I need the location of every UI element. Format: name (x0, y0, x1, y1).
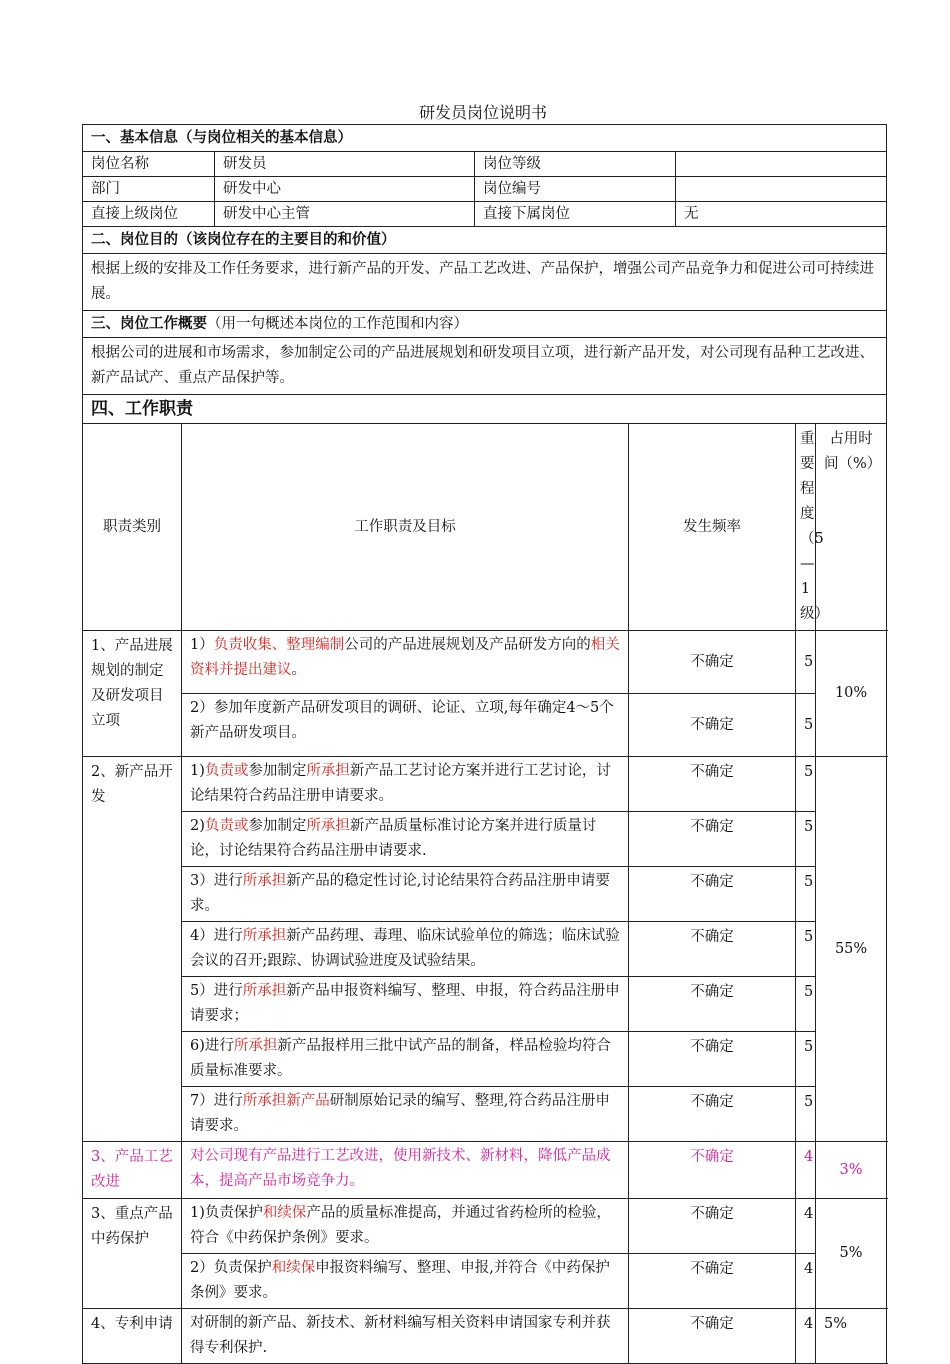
duty-text: 新产品报样用三批中试产品的制备，样品检验均符合质量标准要求。 (190, 1038, 611, 1079)
duty-text: 负责或 (204, 818, 249, 834)
duty-importance: 4 (796, 1142, 816, 1199)
duty-time-share: 5% (816, 1309, 887, 1364)
duty-text: 2）参加年度新产品研发项目的调研、论证、立项,每年确定4～5个新产品研发项目。 (190, 700, 614, 741)
duty-description (182, 1142, 629, 1199)
duty-time-share: 10% (816, 631, 887, 757)
duty-text: 7）进行 (190, 1093, 243, 1109)
duty-row (83, 757, 887, 812)
duty-category: 4、专利申请 (83, 1309, 182, 1364)
info-value: 无 (676, 202, 887, 227)
duty-row (83, 977, 887, 1032)
info-label: 直接下属岗位 (475, 202, 676, 227)
duty-text: 新产品申报资料编写、整理、申报，符合药品注册申请要求； (190, 983, 620, 1024)
duty-text: 所承担 (242, 983, 287, 999)
duty-row (83, 1142, 887, 1199)
duty-frequency: 不确定 (629, 757, 796, 812)
duty-importance: 5 (796, 757, 816, 812)
duty-text: 所承担 (233, 1038, 278, 1054)
duty-frequency: 不确定 (629, 867, 796, 922)
duty-row (83, 631, 887, 694)
duty-row (83, 812, 887, 867)
section3-heading (83, 311, 887, 338)
duty-text: 相关资料并提出建议 (190, 637, 620, 678)
info-label: 岗位等级 (475, 152, 676, 177)
duty-text: 和续保 (262, 1205, 307, 1221)
duty-text: 所承担 (306, 818, 350, 834)
duty-importance: 5 (796, 631, 816, 694)
info-label: 岗位编号 (475, 177, 676, 202)
col-header-duty: 工作职责及目标 (182, 424, 629, 631)
section2-heading: 二、岗位目的（该岗位存在的主要目的和价值） (83, 227, 887, 254)
duty-category: 3、产品工艺改进 (83, 1142, 182, 1199)
duty-header-row (83, 424, 887, 631)
section3-heading-row (83, 311, 887, 338)
info-label: 直接上级岗位 (83, 202, 215, 227)
section2-heading-row (83, 227, 887, 254)
duty-row (83, 1309, 887, 1364)
duty-importance: 5 (796, 977, 816, 1032)
section4-heading: 四、工作职责 (83, 395, 887, 424)
duty-frequency: 不确定 (629, 922, 796, 977)
duty-frequency: 不确定 (629, 1032, 796, 1087)
info-label: 岗位名称 (83, 152, 215, 177)
duty-importance: 4 (796, 1309, 816, 1364)
section3-heading-rest: （用一句概述本岗位的工作范围和内容） (207, 316, 468, 332)
duty-description (182, 1032, 629, 1087)
duty-text: 对公司现有产品进行工艺改进，使用新技术、新材料，降低产品成本，提高产品市场竞争力。 (190, 1148, 611, 1189)
duty-row (83, 694, 887, 757)
duty-row (83, 1032, 887, 1087)
info-value (676, 177, 887, 202)
duty-row (83, 922, 887, 977)
duty-text: 新产品质量标准讨论方案并进行质量讨论，讨论结果符合药品注册申请要求. (190, 818, 597, 859)
duty-time-share: 5% (816, 1199, 887, 1309)
duty-importance: 4 (796, 1199, 816, 1254)
duty-frequency: 不确定 (629, 1199, 796, 1254)
duty-description (182, 757, 629, 812)
duty-description (182, 1087, 629, 1142)
section1-heading-row (83, 125, 887, 152)
duty-text: 2) (190, 818, 205, 834)
duty-frequency: 不确定 (629, 977, 796, 1032)
section2-body-row (83, 254, 887, 311)
info-value: 研发中心主管 (215, 202, 475, 227)
duty-text: 4）进行 (190, 928, 243, 944)
info-row (83, 152, 887, 177)
duty-row (83, 1254, 887, 1309)
duty-row (83, 1199, 887, 1254)
info-value (676, 152, 887, 177)
duty-frequency: 不确定 (629, 1087, 796, 1142)
duty-description (182, 922, 629, 977)
duty-category: 2、新产品开发 (83, 757, 182, 1142)
col-header-category: 职责类别 (83, 424, 182, 631)
duty-description (182, 1309, 629, 1364)
duty-importance: 5 (796, 812, 816, 867)
duty-text: 负责收集、整理编制 (213, 637, 345, 653)
duty-importance: 5 (796, 1087, 816, 1142)
duty-text: 1） (190, 637, 214, 653)
section4-heading-row (83, 395, 887, 424)
info-value: 研发员 (215, 152, 475, 177)
duty-frequency: 不确定 (629, 694, 796, 757)
duty-text: 3）进行 (190, 873, 243, 889)
duty-text: 新产品的稳定性讨论,讨论结果符合药品注册申请要求。 (190, 873, 610, 914)
duty-text: 对研制的新产品、新技术、新材料编写相关资料申请国家专利并获得专利保护. (190, 1315, 611, 1356)
duty-text: 6)进行 (190, 1038, 234, 1054)
duty-time-share: 55% (816, 757, 887, 1142)
col-header-importance: 重要程度（5—1级） (796, 424, 816, 631)
duty-text: 参加制定 (248, 818, 307, 834)
duty-importance: 5 (796, 694, 816, 757)
duty-text: 负责或 (204, 763, 249, 779)
job-description-table (82, 124, 887, 1364)
duty-frequency: 不确定 (629, 631, 796, 694)
duty-importance: 5 (796, 867, 816, 922)
duty-frequency: 不确定 (629, 1309, 796, 1364)
duty-frequency: 不确定 (629, 812, 796, 867)
col-header-frequency: 发生频率 (629, 424, 796, 631)
section3-body-row (83, 338, 887, 395)
duty-frequency: 不确定 (629, 1254, 796, 1309)
duty-text: 5）进行 (190, 983, 243, 999)
duty-category: 3、重点产品中药保护 (83, 1199, 182, 1309)
duty-text: 所承担新产品 (242, 1093, 330, 1109)
section3-heading-main: 三、岗位工作概要 (91, 315, 207, 332)
duty-text: 和续保 (271, 1260, 316, 1276)
duty-frequency: 不确定 (629, 1142, 796, 1199)
duty-importance: 5 (796, 1032, 816, 1087)
duty-text: 公司的产品进展规划及产品研发方向的 (344, 637, 591, 653)
section3-body: 根据公司的进展和市场需求，参加制定公司的产品进展规划和研发项目立项，进行新产品开发，对公司现有品种工艺改进、新产品试产、重点产品保护等。 (83, 338, 887, 395)
duty-text: 所承担 (242, 928, 287, 944)
info-label: 部门 (83, 177, 215, 202)
info-row (83, 202, 887, 227)
duty-description (182, 631, 629, 694)
duty-text: 新产品药理、毒理、临床试验单位的筛选；临床试验会议的召开;跟踪、协调试验进度及试验结果。 (190, 928, 620, 969)
info-value: 研发中心 (215, 177, 475, 202)
duty-text: 参加制定 (248, 763, 307, 779)
duty-text: 。 (291, 662, 306, 678)
duty-text: 所承担 (306, 763, 350, 779)
duty-description (182, 694, 629, 757)
duty-text: 申报资料编写、整理、申报,并符合《中药保护条例》要求。 (190, 1260, 610, 1301)
duty-importance: 5 (796, 922, 816, 977)
duty-description (182, 977, 629, 1032)
duty-description (182, 1254, 629, 1309)
duty-category: 1、产品进展规划的制定及研发项目立项 (83, 631, 182, 757)
document-title: 研发员岗位说明书 (418, 103, 547, 122)
duty-text: 产品的质量标准提高，并通过省药检所的检验，符合《中药保护条例》要求。 (190, 1205, 611, 1246)
duty-text: 新产品工艺讨论方案并进行工艺讨论，讨论结果符合药品注册申请要求。 (190, 763, 611, 804)
duty-row (83, 1087, 887, 1142)
col-header-time-share: 占用时间（%） (816, 424, 887, 631)
duty-description (182, 867, 629, 922)
section1-heading: 一、基本信息（与岗位相关的基本信息） (83, 125, 887, 152)
duty-text: 研制原始记录的编写、整理,符合药品注册申请要求。 (190, 1093, 610, 1134)
info-row (83, 177, 887, 202)
duty-description (182, 812, 629, 867)
duty-importance: 4 (796, 1254, 816, 1309)
duty-text: 1) (190, 763, 205, 779)
duty-text: 2）负责保护 (190, 1260, 272, 1276)
duty-text: 1)负责保护 (190, 1205, 263, 1221)
duty-description (182, 1199, 629, 1254)
duty-row (83, 867, 887, 922)
section2-body: 根据上级的安排及工作任务要求，进行新产品的开发、产品工艺改进、产品保护，增强公司产品竞争力和促进公司可持续进展。 (83, 254, 887, 311)
duty-time-share: 3% (816, 1142, 887, 1199)
duty-text: 所承担 (242, 873, 287, 889)
